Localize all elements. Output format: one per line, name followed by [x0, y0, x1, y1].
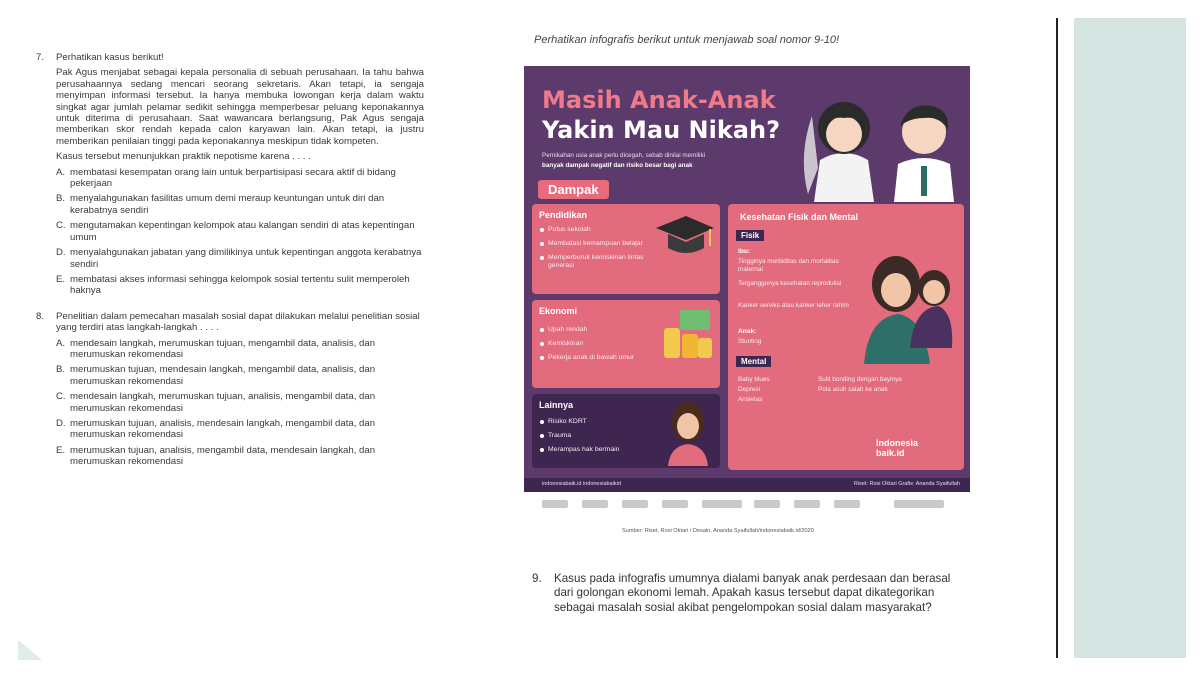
list-item: Putus sekolah — [540, 226, 650, 234]
lainnya-title: Lainnya — [539, 400, 574, 410]
mental-item: Depresi — [738, 386, 761, 393]
option-e[interactable]: E. merumuskan tujuan, analisis, mengambil data, mendesain langkah, dan merumuskan rekomendasi — [56, 444, 376, 468]
partner-logo — [702, 500, 742, 508]
question-7 — [36, 52, 424, 297]
mother-child-illustration — [854, 238, 960, 364]
mental-item: Pola asuh salah ke anak — [818, 386, 888, 393]
ibu-item: Terganggunya kesehatan reproduksi — [738, 280, 842, 287]
list-item: Risiko KDRT — [540, 418, 660, 426]
list-item: Memperburuk kemiskinan lintas generasi — [540, 254, 650, 270]
ekonomi-box — [532, 300, 720, 388]
lainnya-box — [532, 394, 720, 468]
option-d[interactable]: D. menyalahgunakan jabatan yang dimilikinya untuk kepentingan anggota kerabatnya sendiri — [56, 247, 422, 270]
question-9 — [532, 572, 972, 615]
right-column — [524, 34, 984, 614]
pendidikan-list — [540, 226, 650, 276]
question-number: 8. — [36, 310, 45, 322]
footer-credits: Riset: Rosi Oktari Grafis: Ananda Syaifullah — [853, 481, 960, 487]
questions-left-column — [36, 52, 424, 476]
ekonomi-title: Ekonomi — [539, 306, 578, 316]
page-divider — [1056, 18, 1058, 658]
list-item: Trauma — [540, 432, 660, 440]
question-stem: Penelitian dalam pemecahan masalah sosial dapat dilakukan melalui penelitian sosial yang terdiri atas langkah-langkah . . . . — [56, 310, 420, 334]
infographic — [524, 66, 970, 518]
question-stem: Kasus tersebut menunjukkan praktik nepotisme karena . . . . — [56, 151, 311, 163]
infographic-subtitle-bold: banyak dampak negatif dan risiko besar bagi anak — [542, 162, 693, 169]
partner-logos-row — [524, 492, 970, 518]
fisik-label: Fisik — [736, 230, 764, 241]
question-text: Kasus pada infografis umumnya dialami banyak anak perdesaan dan berasal dari golongan ekonomi lemah. Apakah kasus tersebut dapat dikategorikan sebagai masalah sosial akibat pengelompokan sosial dalam masyarakat? — [554, 572, 951, 614]
partner-logo — [662, 500, 688, 508]
mental-item: Ansietas — [738, 396, 763, 403]
ibu-item: Kanker serviks atau kanker leher rahim — [738, 302, 849, 309]
coins-money-icon — [658, 308, 716, 362]
footer-social: indonesiabaik.id indonesiabaikid — [542, 481, 621, 487]
list-item: Pekerja anak di bawah umur — [540, 354, 660, 362]
option-a[interactable]: A. membatasi kesempatan orang lain untuk berpartisipasi secara aktif di bidang pekerjaan — [56, 166, 396, 190]
mental-item: Baby blues — [738, 376, 770, 383]
case-text: Pak Agus menjabat sebagai kepala personalia di sebuah perusahaan. Ia tahu bahwa perusahaannya sedang mencari seorang sekretaris. Akan tetapi, ia sengaja menyimpan informasi tersebut. Ia hanya membuka lowongan kerja dalam waktu singkat agar jumlah pelamar sedikit sehingga memperbesar peluang keponakannya untuk diterima di perusahaan. Saat wawancara berlangsung, Pak Agus sengaja memberikan skor rendah kepada calon karyawan lain. Akan tetapi, ia justru memberikan penilaian tinggi pada keponakannya meskipun tidak kompeten. — [56, 67, 424, 147]
ibu-item: Tingginya morbiditas dan mortalitas maternal — [738, 258, 839, 273]
corner-decoration — [18, 640, 42, 660]
partner-logo — [794, 500, 820, 508]
option-b[interactable]: B. merumuskan tujuan, mendesain langkah, mengambil data, analisis, dan merumuskan rekomendasi — [56, 364, 376, 387]
lainnya-list — [540, 418, 660, 460]
dampak-label: Dampak — [538, 180, 609, 199]
infographic-instruction: Perhatikan infografis berikut untuk menjawab soal nomor 9-10! — [534, 34, 840, 46]
list-item: Upah rendah — [540, 326, 660, 334]
pendidikan-title: Pendidikan — [539, 210, 588, 220]
infographic-title-line2: Yakin Mau Nikah? — [542, 116, 780, 144]
infographic-source: Sumber: Riset, Rosi Oktari / Desain, Ananda Syaifullah/indonesiabaik.id/2020 — [622, 528, 814, 534]
option-c[interactable]: C. mengutamakan kepentingan kelompok atau kalangan sendiri di atas kepentingan umum — [56, 220, 415, 243]
question-title: Perhatikan kasus berikut! — [56, 52, 164, 63]
list-item: Membatasi kemampuan belajar — [540, 240, 650, 248]
side-panel — [1074, 18, 1186, 658]
graduation-cap-icon — [652, 214, 716, 258]
list-item: Merampas hak bermain — [540, 446, 660, 454]
question-number: 9. — [532, 572, 542, 585]
partner-logo — [542, 500, 568, 508]
question-number: 7. — [36, 52, 45, 63]
infographic-title-line1: Masih Anak-Anak — [542, 86, 776, 114]
question-8 — [36, 311, 424, 468]
pendidikan-box — [532, 204, 720, 294]
partner-logo — [894, 500, 944, 508]
kesehatan-title: Kesehatan Fisik dan Mental — [740, 212, 859, 222]
ibu-label: Ibu: — [738, 248, 751, 255]
mental-label: Mental — [736, 356, 771, 367]
partner-logo — [582, 500, 608, 508]
brand-logo: Indonesia baik.id — [876, 438, 919, 458]
partner-logo — [622, 500, 648, 508]
partner-logo — [754, 500, 780, 508]
partner-logo — [834, 500, 860, 508]
option-e[interactable]: E. membatasi akses informasi sehingga kelompok sosial tertentu sulit memperoleh haknya — [56, 273, 410, 297]
sad-woman-illustration — [660, 400, 716, 466]
ekonomi-list — [540, 326, 660, 368]
list-item: Kemiskinan — [540, 340, 660, 348]
infographic-subtitle: Pernikahan usia anak perlu dicegah, sebab dinilai memiliki — [542, 152, 706, 159]
couple-illustration — [794, 76, 970, 202]
option-b[interactable]: B. menyalahgunakan fasilitas umum demi meraup keuntungan untuk diri dan kerabatnya sendiri — [56, 193, 385, 216]
option-a[interactable]: A. mendesain langkah, merumuskan tujuan, mengambil data, analisis, dan merumuskan rekomendasi — [56, 337, 376, 360]
mental-item: Sulit bonding dengan bayinya — [818, 376, 902, 383]
kesehatan-box — [728, 204, 964, 470]
anak-label: Anak: — [738, 328, 757, 335]
option-d[interactable]: D. merumuskan tujuan, analisis, mendesain langkah, mengambil data, dan merumuskan rekomendasi — [56, 417, 376, 441]
option-c[interactable]: C. mendesain langkah, merumuskan tujuan, analisis, mengambil data, dan merumuskan rekomendasi — [56, 391, 376, 414]
anak-item: Stunting — [738, 338, 762, 345]
